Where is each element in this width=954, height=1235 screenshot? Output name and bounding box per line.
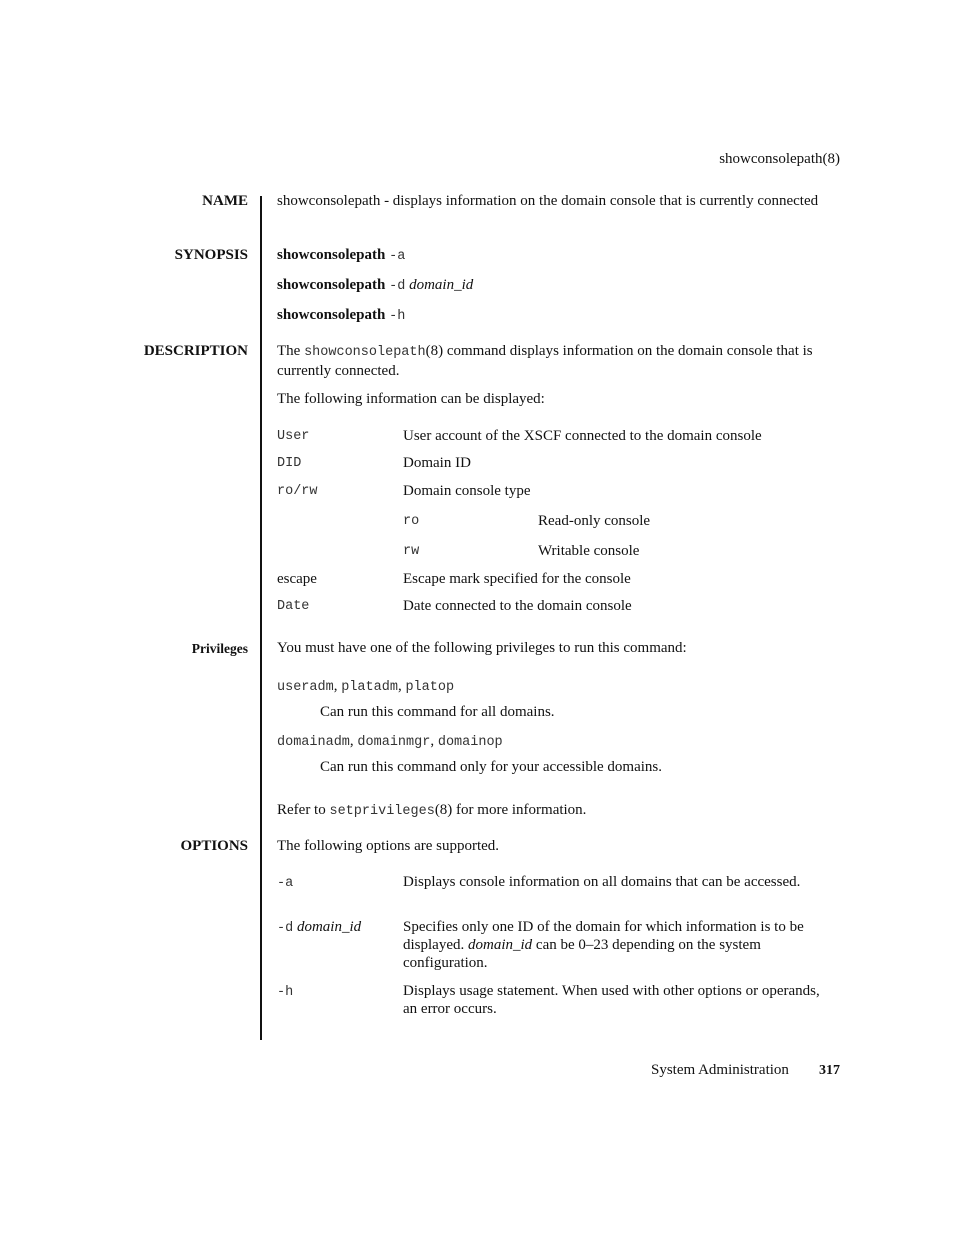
options-intro: The following options are supported. (277, 838, 500, 854)
description-heading: DESCRIPTION (143, 343, 248, 359)
privilege-name: useradm (277, 680, 334, 695)
info-term: escape (277, 571, 317, 587)
synopsis-option: -d (389, 279, 406, 294)
info-definition: User account of the XSCF connected to the domain console (403, 428, 762, 444)
footer-section: System Administration (651, 1062, 789, 1078)
privilege-name: domainadm (277, 735, 350, 750)
description-following: The following information can be displayed: (277, 391, 545, 407)
subinfo-definition: Writable console (538, 543, 640, 559)
subinfo-term: ro (403, 514, 420, 529)
privilege-name: platop (405, 680, 455, 695)
section-rule (260, 196, 262, 1040)
option-description: Specifies only one ID of the domain for which information is to be displayed. domain_id can be 0–23 depending on the system configuration. (403, 919, 804, 971)
name-text: showconsolepath - displays information on the domain console that is currently connected (277, 193, 819, 209)
info-definition: Escape mark specified for the console (403, 571, 631, 587)
option-flag: -d (277, 921, 294, 936)
synopsis-option: -a (389, 249, 406, 264)
option-description: Displays console information on all domains that can be accessed. (403, 874, 801, 890)
synopsis-argument: domain_id (409, 277, 474, 293)
option-argument: domain_id (296, 919, 362, 935)
info-definition: Domain console type (403, 483, 531, 499)
privileges-intro: You must have one of the following privileges to run this command: (277, 640, 687, 656)
info-definition: Date connected to the domain console (403, 598, 632, 614)
privilege-description: Can run this command only for your accessible domains. (320, 759, 663, 775)
info-term: User (277, 429, 310, 444)
command-reference: setprivileges (329, 804, 435, 819)
info-definition: Domain ID (403, 455, 471, 471)
synopsis-command: showconsolepath (277, 277, 386, 293)
info-term: DID (277, 456, 302, 471)
privileges-heading: Privileges (191, 641, 248, 656)
option-flag-group (277, 918, 361, 938)
subinfo-term: rw (403, 544, 420, 559)
running-title: showconsolepath(8) (719, 151, 840, 167)
info-term: ro/rw (277, 484, 318, 499)
synopsis-line (277, 246, 405, 266)
option-flag: -a (277, 876, 294, 891)
subinfo-definition: Read-only console (538, 513, 651, 529)
page-number: 317 (819, 1063, 840, 1078)
privilege-name: domainmgr (357, 735, 431, 750)
options-heading: OPTIONS (180, 838, 248, 854)
synopsis-command: showconsolepath (277, 307, 386, 323)
option-flag: -h (277, 985, 294, 1000)
privileges-refer: Refer to setprivileges(8) for more information. (277, 802, 587, 819)
option-description: Displays usage statement. When used with other options or operands, an error occurs. (403, 983, 820, 1017)
privilege-group: domainadm, domainmgr, domainop (277, 733, 503, 750)
privilege-name: domainop (437, 735, 503, 750)
privilege-group: useradm, platadm, platop (277, 678, 455, 695)
synopsis-heading: SYNOPSIS (174, 247, 248, 263)
description-intro: The showconsolepath(8) command displays information on the domain console that is currently connected. (277, 343, 813, 379)
synopsis-line (277, 306, 405, 326)
privilege-name: platadm (341, 680, 398, 695)
synopsis-command: showconsolepath (277, 247, 386, 263)
command-reference: showconsolepath (304, 345, 426, 360)
info-term: Date (277, 599, 310, 614)
synopsis-option: -h (389, 309, 406, 324)
privilege-description: Can run this command for all domains. (320, 704, 555, 720)
name-heading: NAME (202, 193, 248, 209)
synopsis-line (277, 276, 473, 296)
